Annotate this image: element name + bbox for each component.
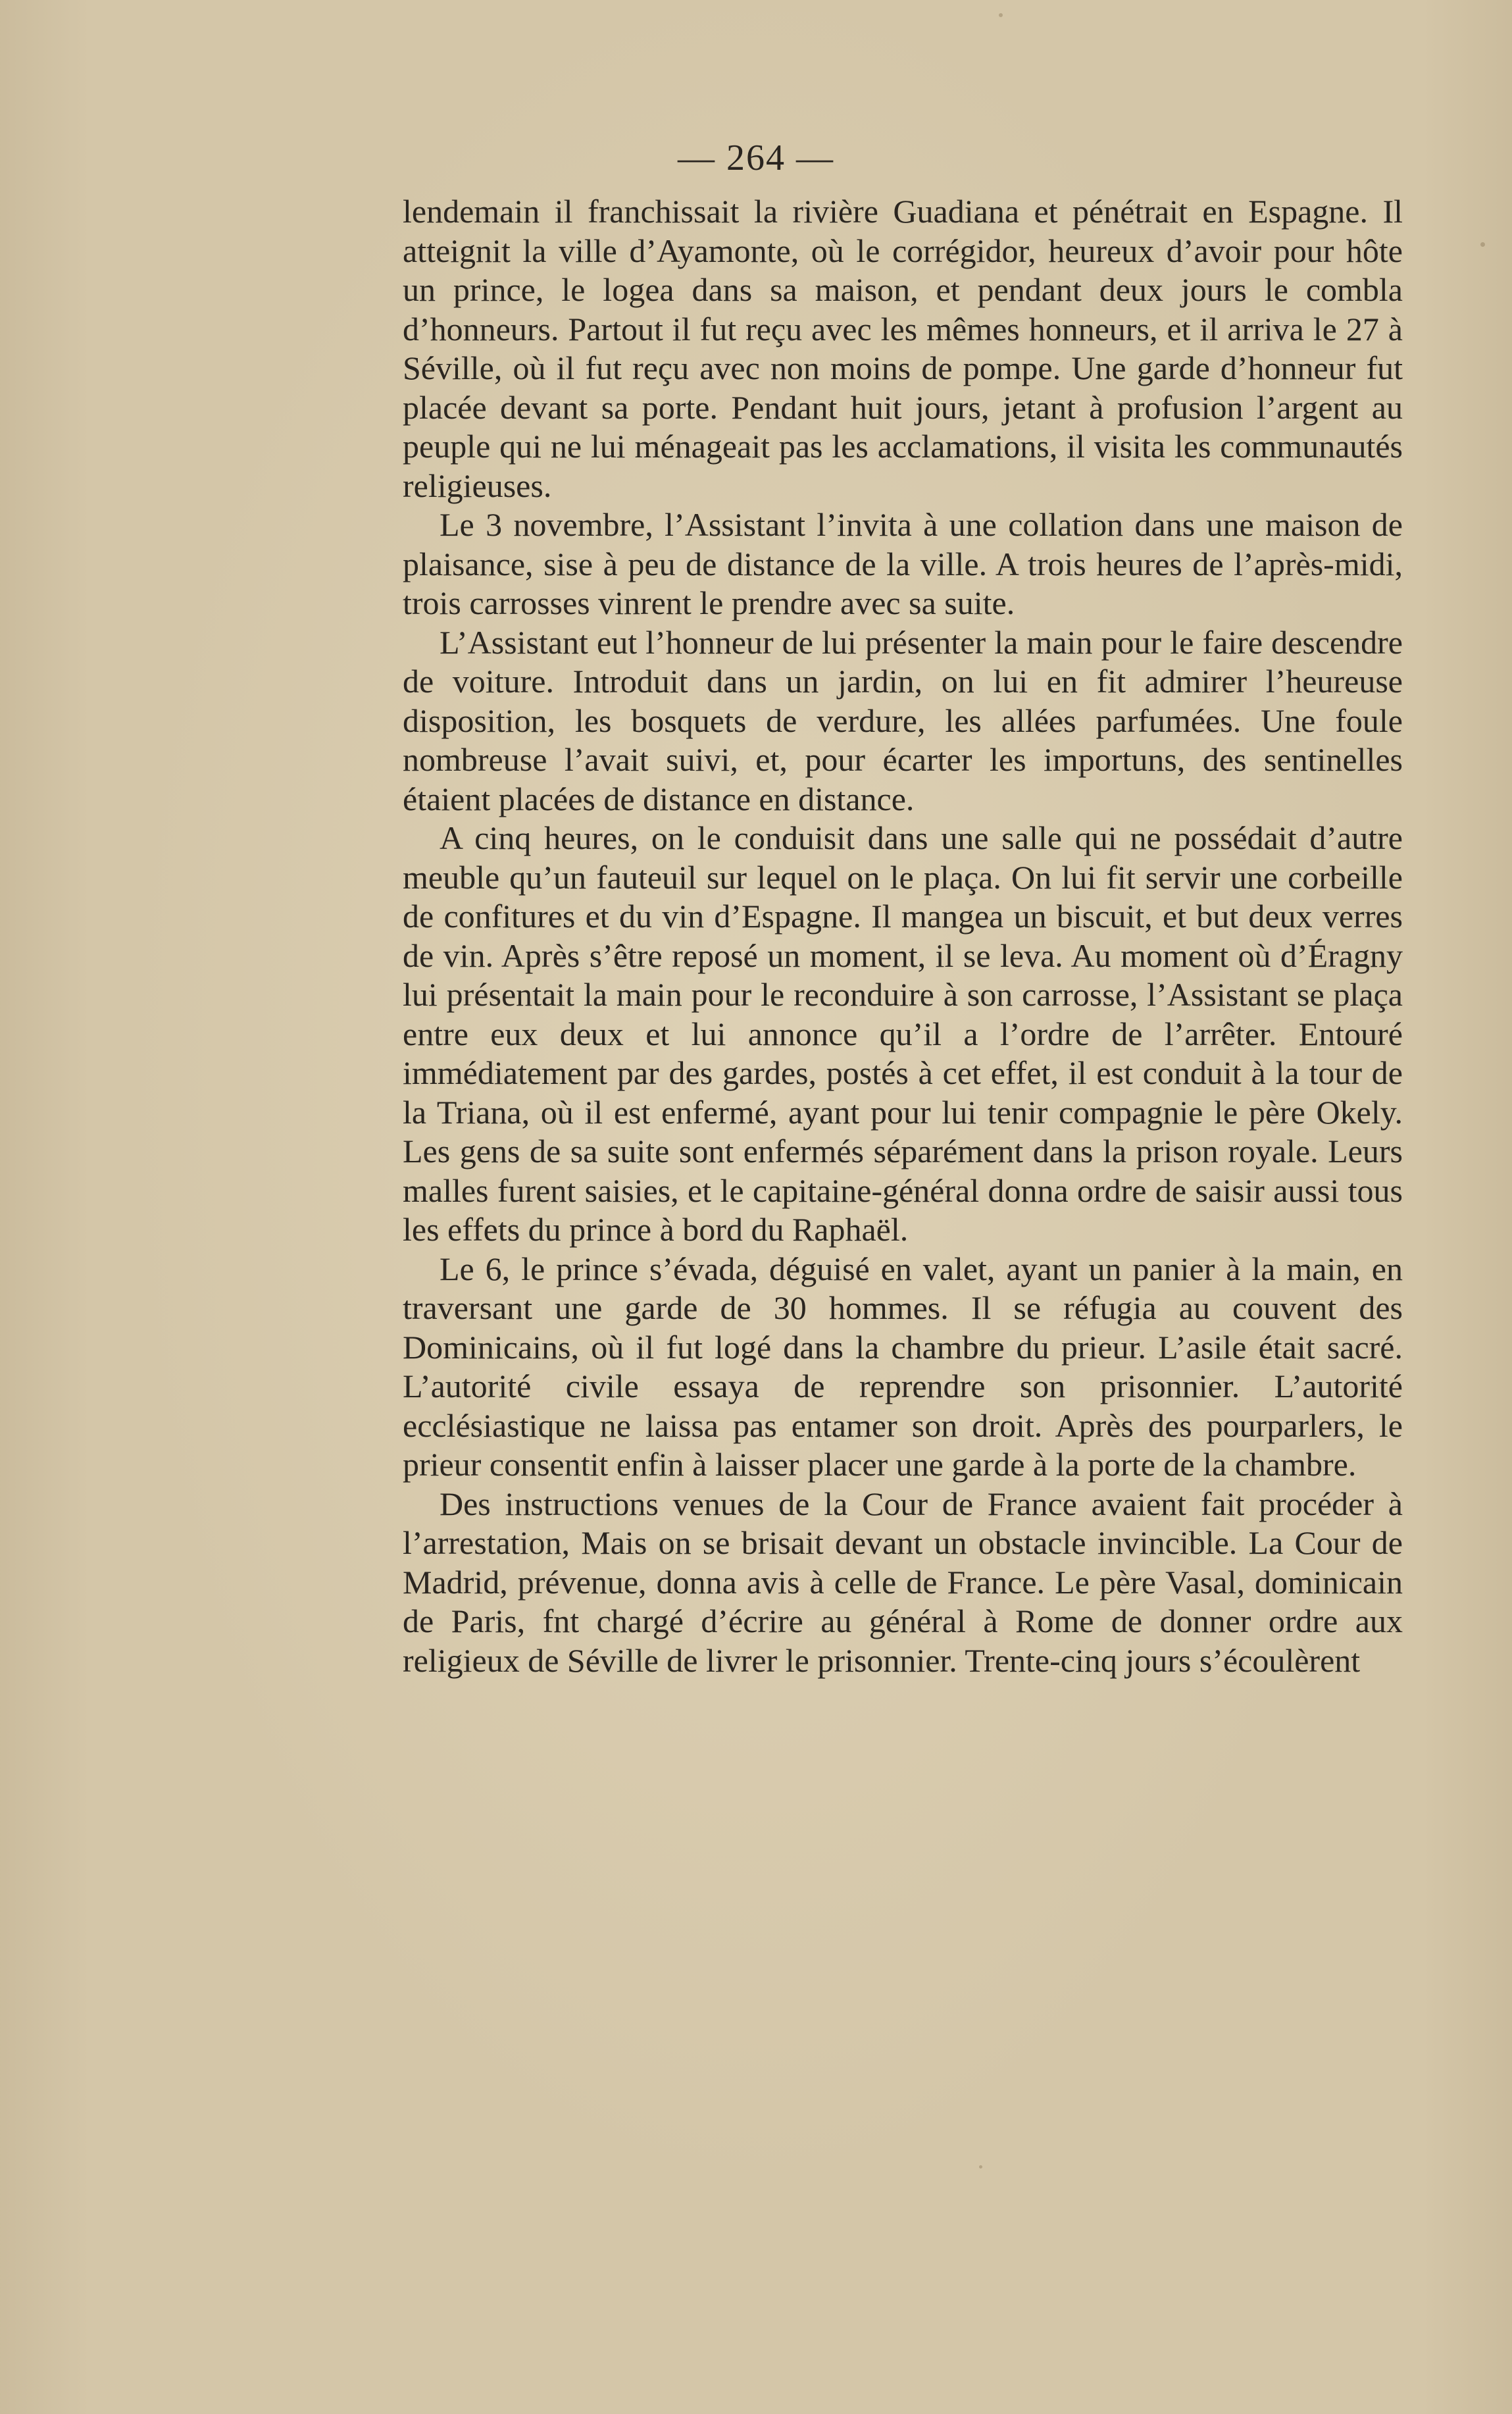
paragraph: Des instructions venues de la Cour de France avaient fait procéder à l’arrestation, Mais on se brisait devant un obstacle invincible. La Cour de Madrid, prévenue, donna avis à celle de France. Le père Vasal, dominicain de Paris, fnt chargé d’écrire au général à Rome de donner ordre aux religieux de Séville de livrer le prisonnier. Trente-cinq jours s’écoulèrent [403, 1485, 1403, 1679]
paragraph: Le 3 novembre, l’Assistant l’invita à une collation dans une maison de plaisance, sise à peu de distance de la ville. A trois heures de l’après-midi, trois carrosses vinrent le prendre avec sa suite. [403, 506, 1403, 621]
paragraph: lendemain il franchissait la rivière Guadiana et pénétrait en Espagne. Il atteignit la ville d’Ayamonte, où le corrégidor, heureux d’avoir pour hôte un prince, le logea dans sa maison, et pendant deux jours le combla d’honneurs. Partout il fut reçu avec les mêmes honneurs, et il arriva le 27 à Séville, où il fut reçu avec non moins de pompe. Une garde d’honneur fut placée devant sa porte. Pendant huit jours, jetant à profusion l’argent au peuple qui ne lui ménageait pas les acclamations, il visita les communautés religieuses. [403, 193, 1403, 504]
page-number: — 264 — [678, 138, 834, 178]
paper-speck [999, 13, 1003, 17]
paper-speck [1480, 242, 1485, 247]
paragraph: Le 6, le prince s’évada, déguisé en valet, ayant un panier à la main, en traversant une garde de 30 hommes. Il se réfugia au couvent des Dominicains, où il fut logé dans la chambre du prieur. L’asile était sacré. L’autorité civile essaya de reprendre son prisonnier. L’autorité ecclésiastique ne laissa pas entamer son droit. Après des pourparlers, le prieur consentit enfin à laisser placer une garde à la porte de la chambre. [403, 1250, 1403, 1483]
body-text [403, 192, 1403, 1680]
paper-speck [979, 2165, 982, 2169]
paragraph: L’Assistant eut l’honneur de lui présenter la main pour le faire descendre de voiture. Introduit dans un jardin, on lui en fit admirer l’heureuse disposition, les bosquets de verdure, les allées parfumées. Une foule nombreuse l’avait suivi, et, pour écarter les importuns, des sentinelles étaient placées de distance en distance. [403, 623, 1403, 817]
paragraph: A cinq heures, on le conduisit dans une salle qui ne possédait d’autre meuble qu’un fauteuil sur lequel on le plaça. On lui fit servir une corbeille de confitures et du vin d’Espagne. Il mangea un biscuit, et but deux verres de vin. Après s’être reposé un moment, il se leva. Au moment où d’Éragny lui présentait la main pour le reconduire à son carrosse, l’Assistant se plaça entre eux deux et lui annonce qu’il a l’ordre de l’arrêter. Entouré immédiatement par des gardes, postés à cet effet, il est conduit à la tour de la Triana, où il est enfermé, ayant pour lui tenir compagnie le père Okely. Les gens de sa suite sont enfermés séparément dans la prison royale. Leurs malles furent saisies, et le capitaine-général donna ordre de saisir aussi tous les effets du prince à bord du Raphaël. [403, 819, 1403, 1248]
